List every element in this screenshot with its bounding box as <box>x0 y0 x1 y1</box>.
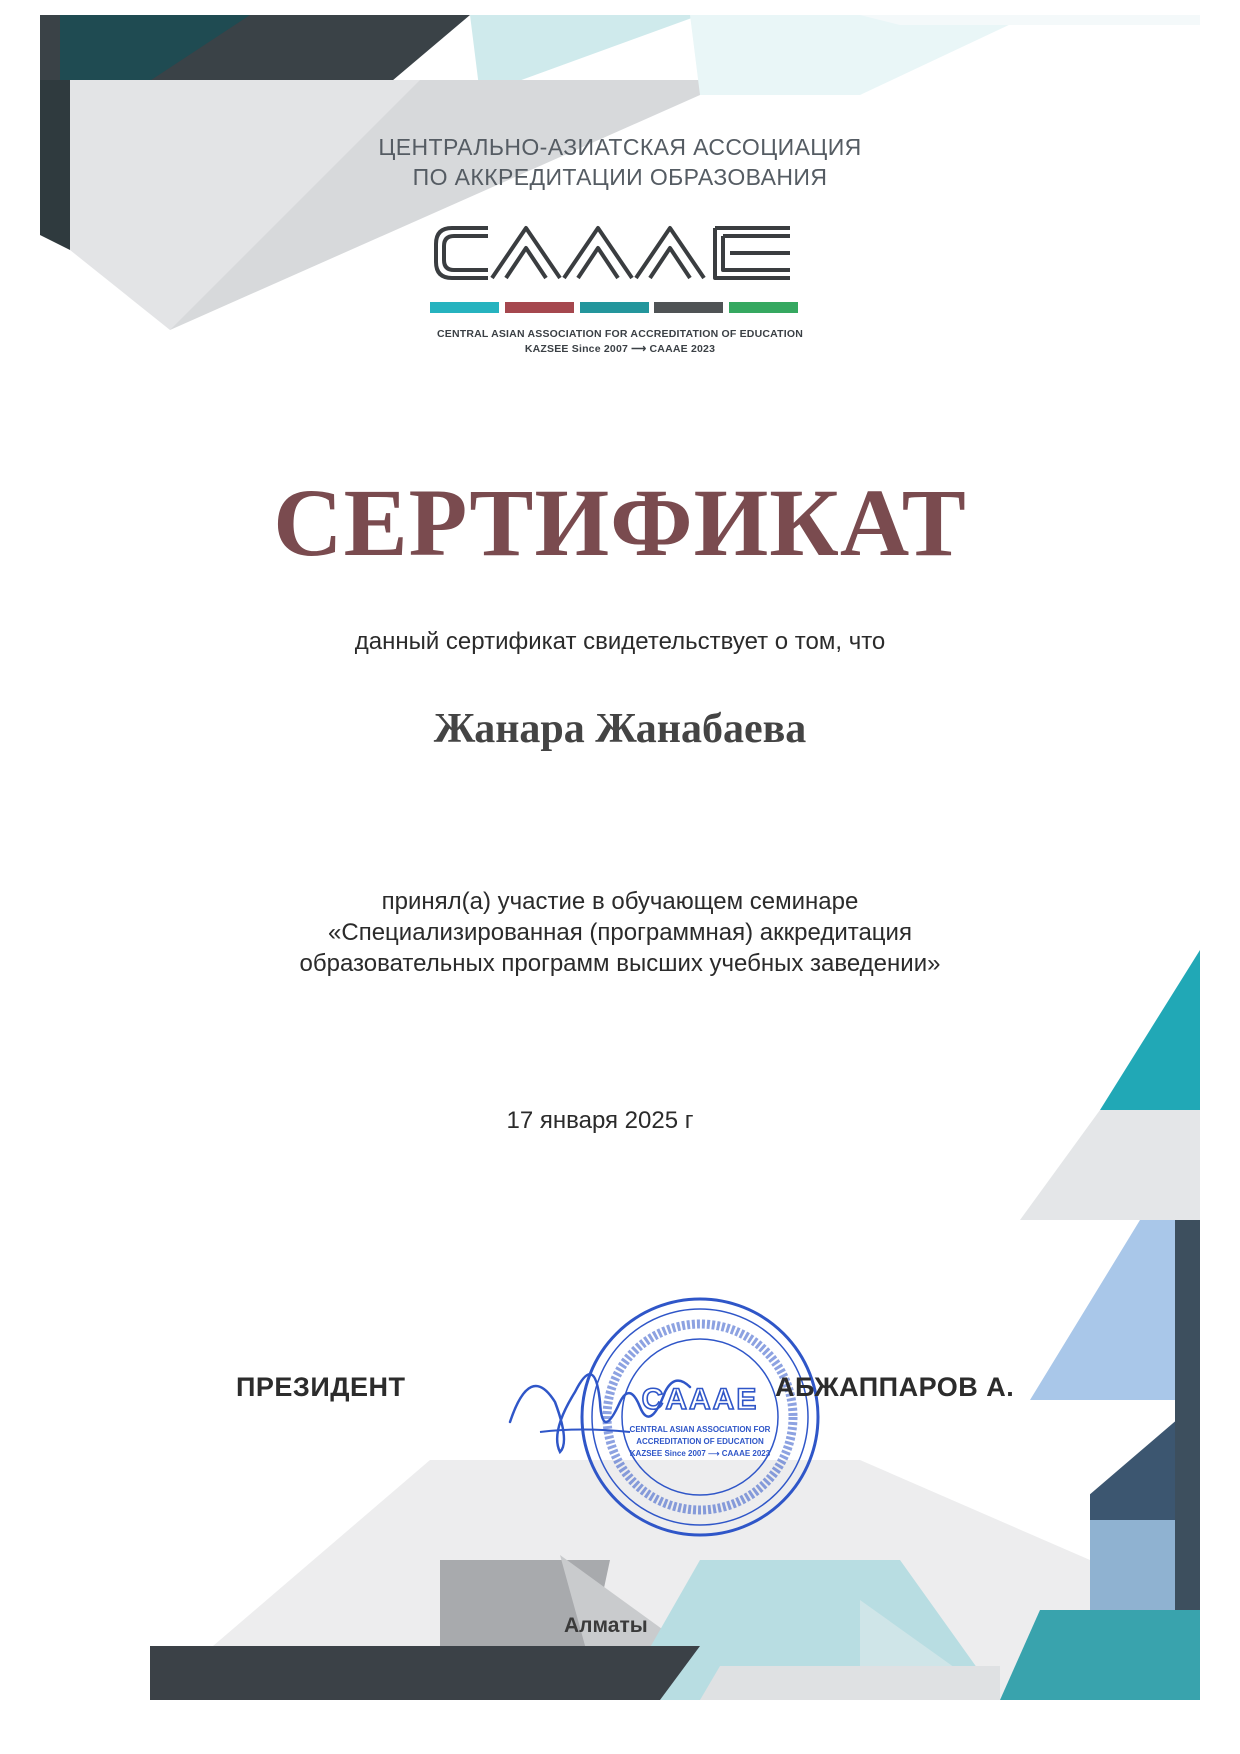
stamp-line2: ACCREDITATION OF EDUCATION <box>636 1437 764 1446</box>
city-name: Алматы <box>564 1614 648 1637</box>
stamp-line3: KAZSEE Since 2007 ⟶ CAAAE 2023 <box>629 1449 771 1458</box>
certificate-title: СЕРТИФИКАТ <box>273 469 967 576</box>
certificate-date: 17 января 2025 г <box>506 1107 694 1134</box>
participation-text <box>0 886 1240 979</box>
signatory-name: АБЖАППАРОВ А. <box>775 1372 1015 1402</box>
official-stamp <box>500 1282 820 1552</box>
organization-name-ru <box>0 132 1240 192</box>
brand-color-bars <box>430 302 798 313</box>
organization-name-ru-line2: ПО АККРЕДИТАЦИИ ОБРАЗОВАНИЯ <box>412 164 828 190</box>
participation-line3: образовательных программ высших учебных заведении» <box>299 950 941 977</box>
organization-name-en-line: CENTRAL ASIAN ASSOCIATION FOR ACCREDITATION OF EDUCATION <box>436 328 804 340</box>
signatory-title: ПРЕЗИДЕНТ <box>236 1372 406 1402</box>
color-bar-dark-teal <box>580 302 649 313</box>
stamp-logo-text: CAAAE <box>641 1383 759 1416</box>
organization-name-ru-line1: ЦЕНТРАЛЬНО-АЗИАТСКАЯ АССОЦИАЦИЯ <box>378 134 862 160</box>
caaae-logo <box>430 222 798 284</box>
participation-line2: «Специализированная (программная) аккредитация <box>328 919 912 946</box>
color-bar-red <box>505 302 574 313</box>
organization-name-en <box>0 327 1240 357</box>
color-bar-gray <box>654 302 723 313</box>
color-bar-green <box>729 302 798 313</box>
recipient-name: Жанара Жанабаева <box>433 706 807 752</box>
participation-line1: принял(а) участие в обучающем семинаре <box>381 888 859 915</box>
stamp-line1: CENTRAL ASIAN ASSOCIATION FOR <box>629 1425 771 1434</box>
color-bar-teal <box>430 302 499 313</box>
organization-history-line: KAZSEE Since 2007 ⟶ CAAAE 2023 <box>524 343 716 355</box>
certificate-statement: данный сертификат свидетельствует о том, что <box>354 628 886 655</box>
